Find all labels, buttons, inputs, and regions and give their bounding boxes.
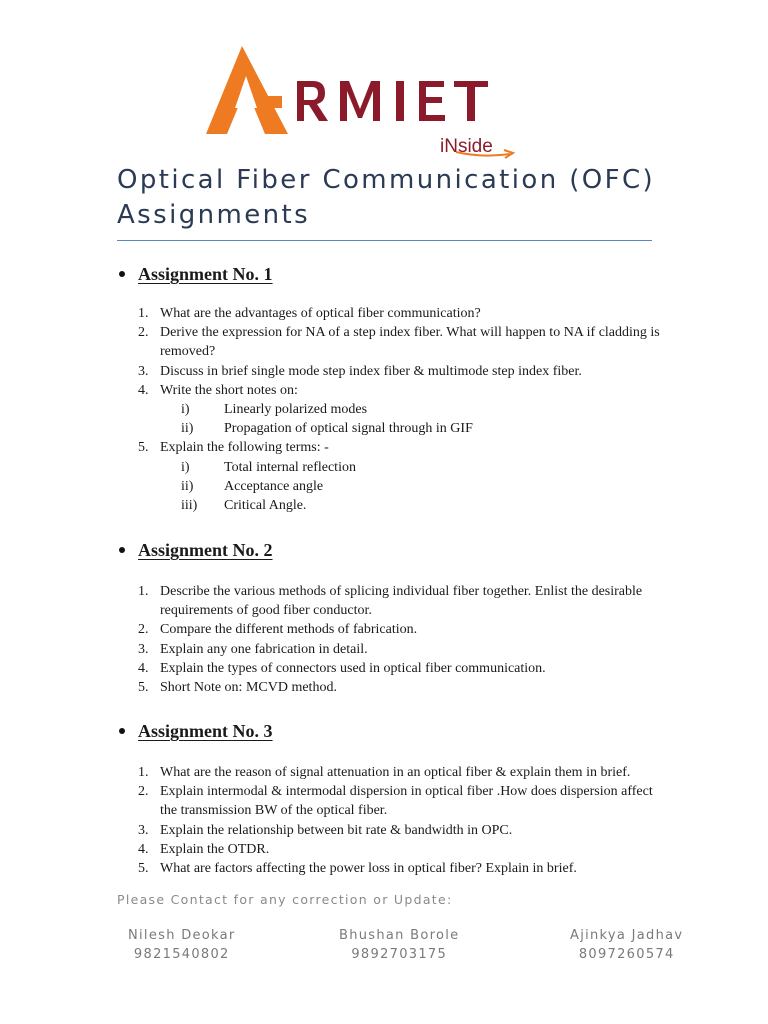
sub-item — [160, 477, 668, 496]
armiet-wordmark-icon — [297, 81, 488, 121]
question-item — [138, 362, 668, 381]
question-text: Explain any one fabrication in detail. — [160, 641, 368, 657]
sub-item — [160, 400, 668, 419]
question-number: 3. — [138, 822, 149, 838]
bullet-icon — [119, 728, 125, 734]
contact-name: Bhushan Borole — [339, 928, 460, 943]
contact-person — [339, 926, 459, 964]
title-line-1: Optical Fiber Communication (OFC) — [117, 165, 656, 195]
question-item — [138, 323, 668, 361]
assignment-heading — [118, 538, 678, 562]
sub-item-number: i) — [181, 459, 190, 475]
question-number: 1. — [138, 765, 149, 780]
sub-item — [160, 458, 668, 477]
contact-phone: 9821540802 — [133, 947, 230, 962]
assignment-heading — [118, 262, 678, 286]
question-number: 3. — [138, 363, 149, 379]
question-number: 4. — [138, 660, 149, 676]
question-text: Derive the expression for NA of a step index fiber. What will happen to NA if cladding is removed? — [160, 325, 660, 360]
question-item — [138, 438, 668, 515]
question-number: 5. — [138, 861, 149, 877]
question-text: What are the reason of signal attenuation in an optical fiber & explain them in brief. — [160, 765, 631, 780]
sub-item-text: Total internal reflection — [224, 459, 356, 475]
question-text: Explain intermodal & intermodal dispersion in optical fiber .How does dispersion affect the transmission BW of the optical fiber. — [160, 784, 653, 819]
question-text: Explain the types of connectors used in optical fiber communication. — [160, 660, 546, 676]
question-item — [138, 782, 668, 820]
question-item — [138, 304, 668, 323]
question-number: 2. — [138, 325, 149, 341]
sub-item-list — [160, 400, 668, 438]
question-text: Explain the OTDR. — [160, 841, 270, 857]
title-line-2: Assignments — [117, 200, 311, 230]
question-item — [138, 582, 668, 620]
sub-item — [160, 496, 668, 515]
assignment-heading-text: Assignment No. 3 — [138, 721, 273, 741]
question-number: 1. — [138, 584, 149, 599]
question-text: Describe the various methods of splicing individual fiber together. Enlist the desirable requirements of good fiber conductor. — [160, 584, 643, 619]
question-number: 1. — [138, 306, 149, 321]
assignment-heading-text: Assignment No. 2 — [138, 540, 273, 560]
title-divider — [117, 240, 652, 241]
contact-name: Nilesh Deokar — [128, 928, 236, 943]
assignment-3 — [118, 719, 678, 877]
question-text: Explain the relationship between bit rate & bandwidth in OPC. — [160, 822, 513, 838]
question-item — [138, 859, 668, 878]
question-text: Write the short notes on: — [160, 382, 298, 398]
sub-item-list — [160, 458, 668, 516]
question-number: 2. — [138, 784, 149, 800]
contact-person — [570, 926, 683, 964]
contact-person — [128, 926, 236, 964]
question-item — [138, 381, 668, 439]
question-item — [138, 620, 668, 639]
armiet-logo — [204, 46, 549, 162]
question-text: Short Note on: MCVD method. — [160, 680, 337, 696]
sub-item-text: Propagation of optical signal through in GIF — [224, 421, 473, 437]
question-text: Compare the different methods of fabrication. — [160, 622, 418, 638]
question-item — [138, 840, 668, 859]
assignment-heading — [118, 719, 678, 743]
question-text: Discuss in brief single mode step index fiber & multimode step index fiber. — [160, 363, 582, 379]
question-item — [138, 659, 668, 678]
question-number: 5. — [138, 680, 149, 696]
question-list — [138, 304, 668, 515]
question-number: 4. — [138, 841, 149, 857]
sub-item-text: Acceptance angle — [224, 478, 324, 494]
sub-item-number: iii) — [181, 498, 198, 514]
contact-phone: 9892703175 — [351, 947, 448, 962]
bullet-icon — [119, 271, 125, 277]
sub-item-number: i) — [181, 402, 190, 418]
logo-tagline: iNside — [440, 136, 493, 157]
question-text: What are the advantages of optical fiber communication? — [160, 306, 481, 321]
question-item — [138, 640, 668, 659]
sub-item-number: ii) — [181, 421, 194, 437]
sub-item-number: ii) — [181, 478, 194, 494]
question-list — [138, 763, 668, 878]
assignment-heading-text: Assignment No. 1 — [138, 264, 273, 284]
question-item — [138, 678, 668, 697]
contact-label: Please Contact for any correction or Update: — [117, 892, 453, 907]
contact-phone: 8097260574 — [578, 947, 675, 962]
assignment-2 — [118, 538, 678, 696]
question-text: Explain the following terms: - — [160, 440, 329, 456]
question-item — [138, 821, 668, 840]
question-text: What are factors affecting the power loss in optical fiber? Explain in brief. — [160, 861, 577, 877]
sub-item — [160, 419, 668, 438]
question-number: 5. — [138, 440, 149, 456]
question-item — [138, 763, 668, 782]
question-number: 2. — [138, 622, 149, 638]
page-title — [117, 163, 657, 233]
question-list — [138, 582, 668, 697]
question-number: 4. — [138, 382, 149, 398]
assignment-1 — [118, 262, 678, 514]
question-number: 3. — [138, 641, 149, 657]
sub-item-text: Linearly polarized modes — [224, 402, 368, 418]
sub-item-text: Critical Angle. — [224, 498, 307, 514]
bullet-icon — [119, 547, 125, 553]
contact-name: Ajinkya Jadhav — [570, 928, 684, 943]
armiet-a-mark-icon — [206, 46, 288, 134]
